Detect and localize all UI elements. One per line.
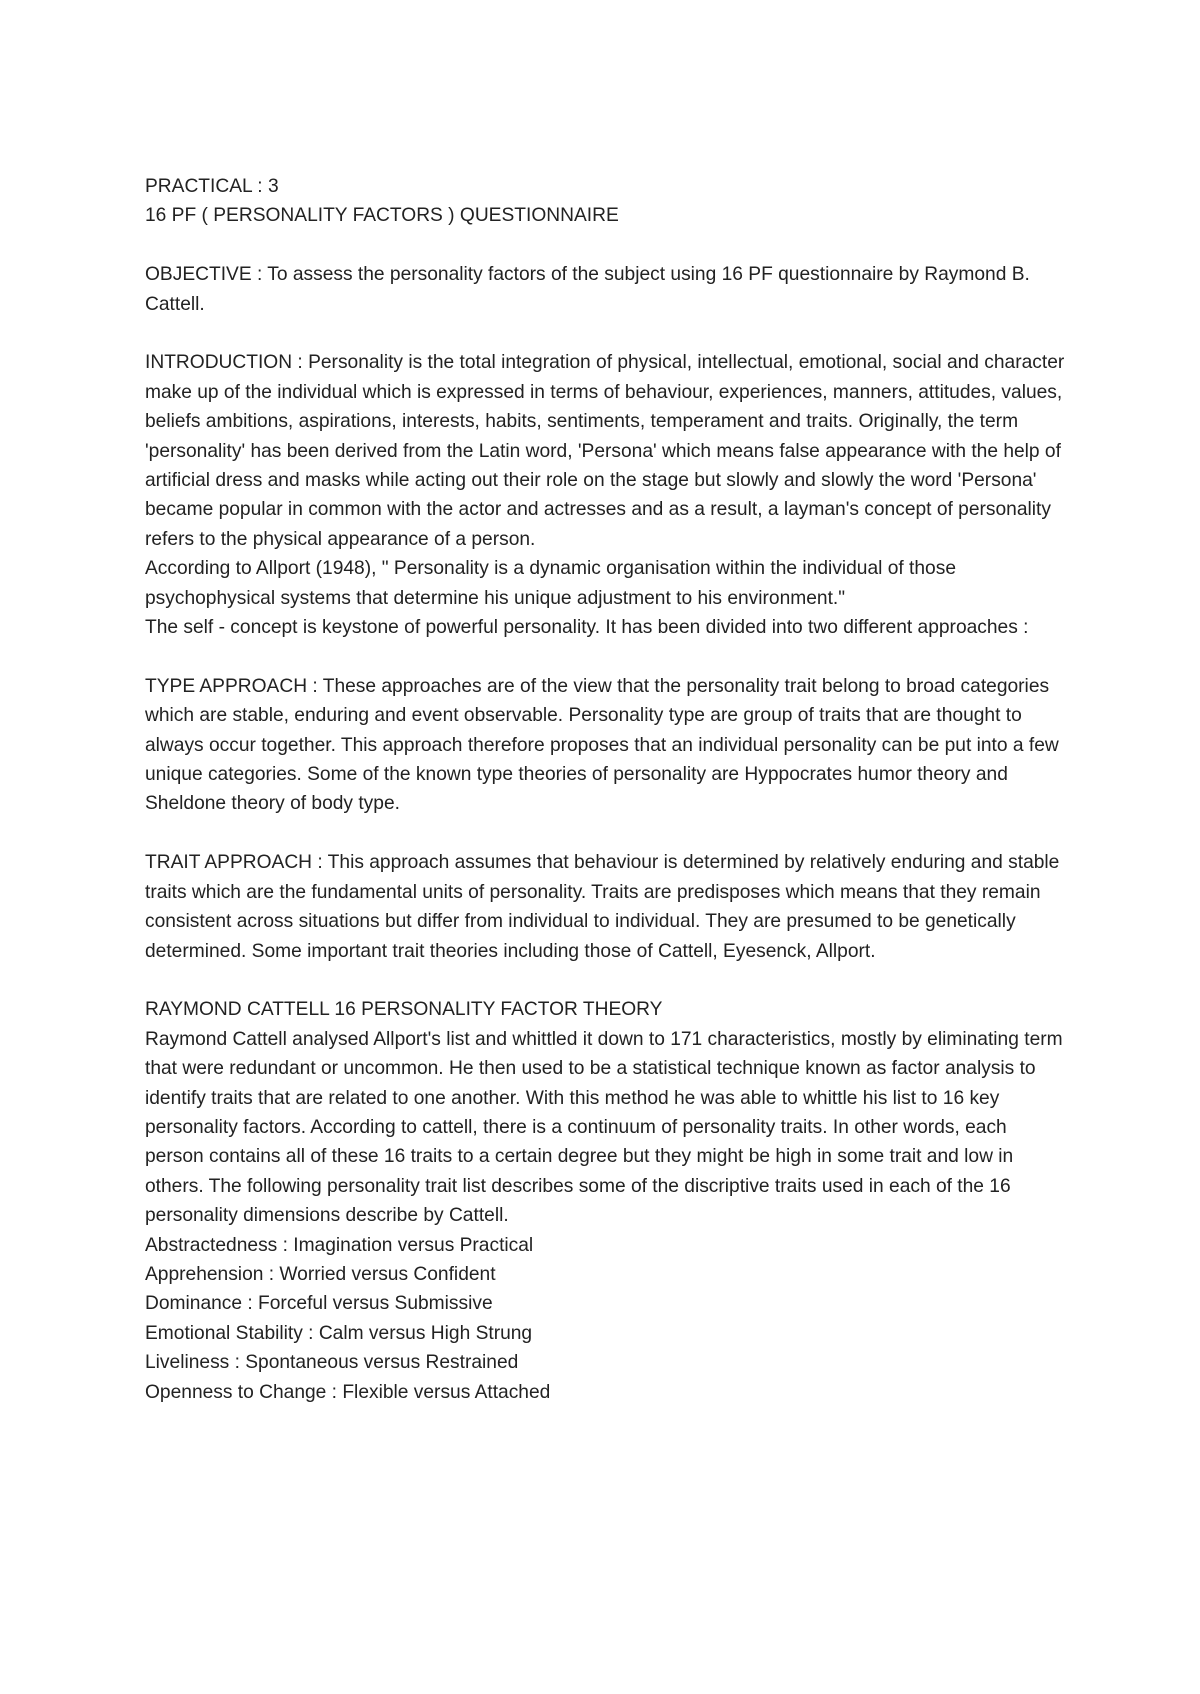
trait-approach-paragraph: TRAIT APPROACH : This approach assumes that behaviour is determined by relatively enduring and stable traits which are the fundamental units of personality. Traits are predisposes which means that they remain consistent across situations but differ from individual to individual. They are presumed to be genetically determined. Some important trait theories including those of Cattell, Eyesenck, Allport.: [145, 852, 1060, 962]
trait-item: Emotional Stability : Calm versus High Strung: [145, 1322, 533, 1344]
cattell-heading: RAYMOND CATTELL 16 PERSONALITY FACTOR THEORY: [145, 999, 663, 1021]
trait-item: Dominance : Forceful versus Submissive: [145, 1293, 493, 1315]
spacer: [145, 642, 1065, 671]
spacer: [145, 819, 1065, 848]
trait-item: Openness to Change : Flexible versus Attached: [145, 1381, 551, 1403]
cattell-paragraph: Raymond Cattell analysed Allport's list and whittled it down to 171 characteristics, mostly by eliminating term that were redundant or uncommon. He then used to be a statistical technique known as factor analysis to identify traits that are related to one another. With this method he was able to whittle his list to 16 key personality factors. According to cattell, there is a continuum of personality traits. In other words, each person contains all of these 16 traits to a certain degree but they might be high in some trait and low in others. The following personality trait list describes some of the discriptive traits used in each of the 16 personality dimensions describe by Cattell.: [145, 1028, 1063, 1227]
spacer: [145, 231, 1065, 260]
trait-list: [145, 1231, 1065, 1407]
objective-paragraph: OBJECTIVE : To assess the personality factors of the subject using 16 PF questionnaire by Raymond B. Cattell.: [145, 264, 1030, 315]
allport-quote-paragraph: According to Allport (1948), " Personality is a dynamic organisation within the individual of those psychophysical systems that determine his unique adjustment to his environment.": [145, 558, 956, 609]
trait-item: Abstractedness : Imagination versus Practical: [145, 1234, 534, 1256]
document-title: 16 PF ( PERSONALITY FACTORS ) QUESTIONNAIRE: [145, 205, 619, 227]
trait-item: Apprehension : Worried versus Confident: [145, 1263, 496, 1285]
self-concept-paragraph: The self - concept is keystone of powerful personality. It has been divided into two different approaches :: [145, 617, 1029, 639]
introduction-paragraph: INTRODUCTION : Personality is the total integration of physical, intellectual, emotional, social and character make up of the individual which is expressed in terms of behaviour, experiences, manners, attitudes, values, beliefs ambitions, aspirations, interests, habits, sentiments, temperament and traits. Originally, the term 'personality' has been derived from the Latin word, 'Persona' which means false appearance with the help of artificial dress and masks while acting out their role on the stage but slowly and slowly the word 'Persona' became popular in common with the actor and actresses and as a result, a layman's concept of personality refers to the physical appearance of a person.: [145, 352, 1065, 550]
practical-number: PRACTICAL : 3: [145, 176, 279, 197]
spacer: [145, 319, 1065, 348]
trait-item: Liveliness : Spontaneous versus Restrained: [145, 1352, 519, 1374]
document-page: [145, 172, 1065, 1407]
spacer: [145, 966, 1065, 995]
type-approach-paragraph: TYPE APPROACH : These approaches are of the view that the personality trait belong to broad categories which are stable, enduring and event observable. Personality type are group of traits that are thought to always occur together. This approach therefore proposes that an individual personality can be put into a few unique categories. Some of the known type theories of personality are Hyppocrates humor theory and Sheldone theory of body type.: [145, 675, 1059, 815]
